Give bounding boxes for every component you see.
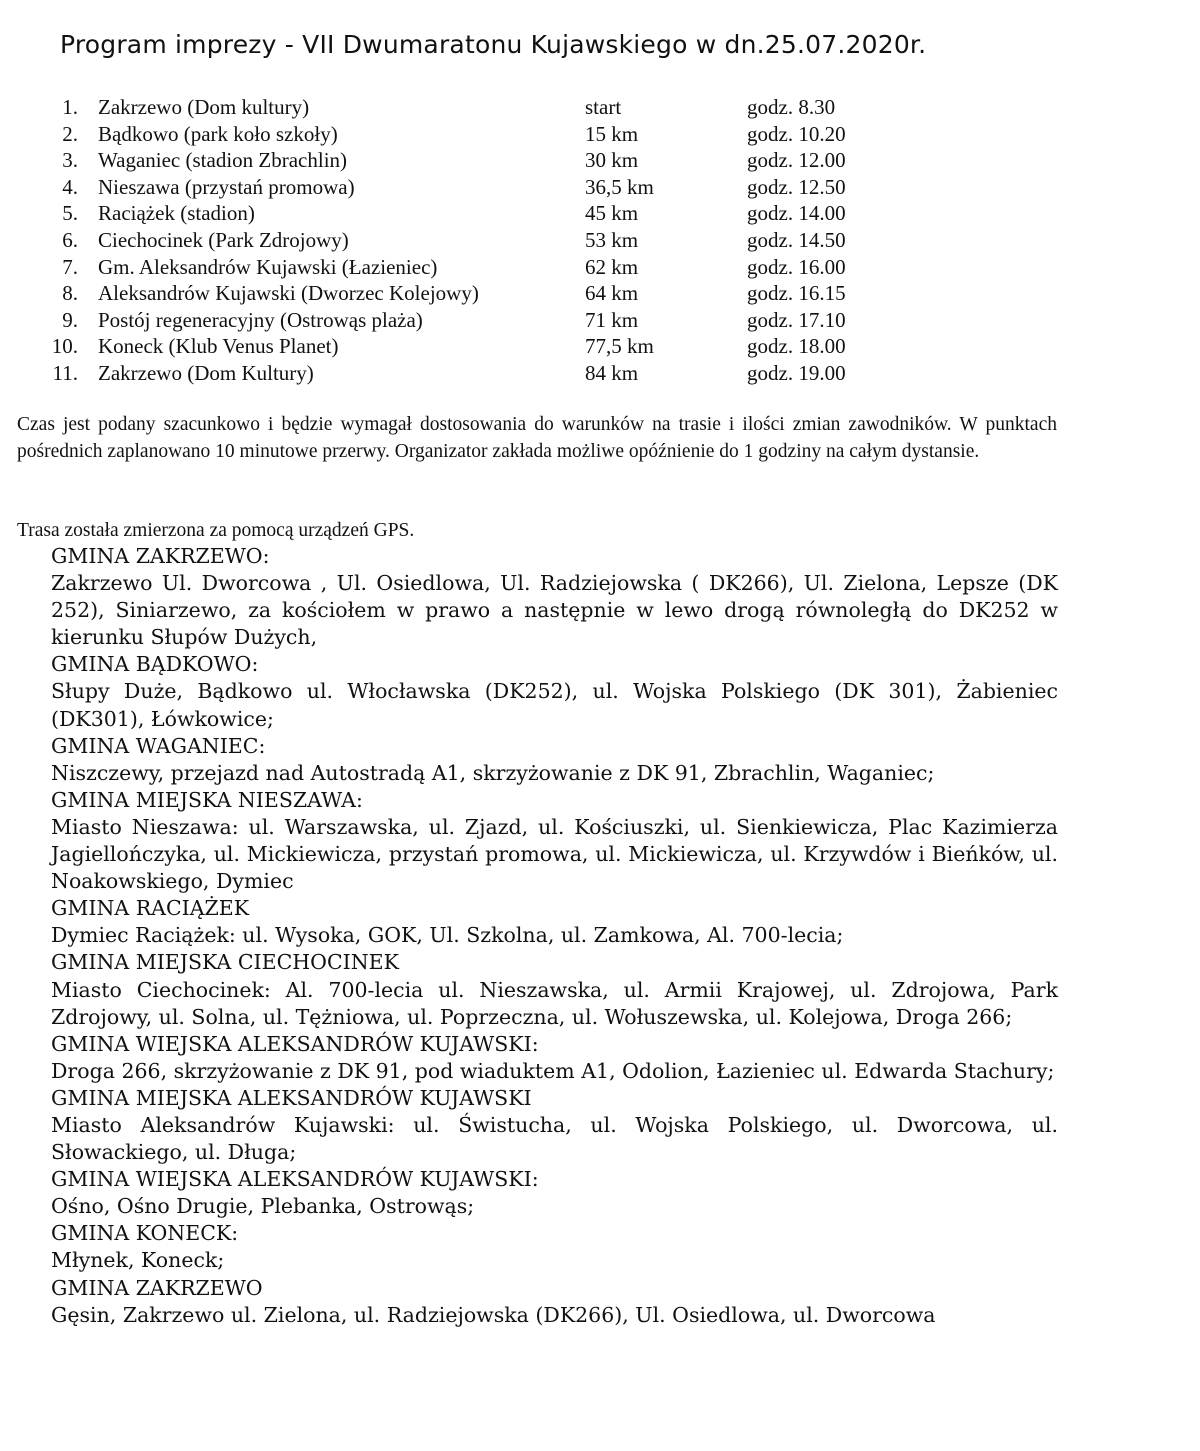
gmina-heading: GMINA RACIĄŻEK [51,896,250,921]
schedule-number: 8. [62,281,78,306]
schedule-row [0,121,1200,148]
page-title: Program imprezy - VII Dwumaratonu Kujawskiego w dn.25.07.2020r. [60,30,927,59]
schedule-time: godz. 16.15 [747,281,846,306]
gmina-heading: GMINA MIEJSKA CIECHOCINEK [51,950,399,975]
schedule-number: 11. [52,360,78,385]
schedule-number: 9. [62,307,78,332]
gmina-heading: GMINA ZAKRZEWO [51,1275,263,1300]
schedule-distance: 77,5 km [585,334,654,359]
gmina-route: Ośno, Ośno Drugie, Plebanka, Ostrowąs; [51,1194,475,1219]
schedule-place: Ciechocinek (Park Zdrojowy) [98,227,349,252]
schedule-place: Gm. Aleksandrów Kujawski (Łazieniec) [98,254,438,279]
gmina-route: Zakrzewo Ul. Dworcowa , Ul. Osiedlowa, Ul. Radziejowska ( DK266), Ul. Zielona, Lepsze (DK 252), Siniarzewo, za kościołem w prawo a następnie w lewo drogą równoległą do DK252 w kierunku Słupów Dużych, [51,571,1058,650]
gmina-heading: GMINA WAGANIEC: [51,733,266,758]
schedule-place: Raciążek (stadion) [98,201,255,226]
schedule-place: Postój regeneracyjny (Ostrowąs plaża) [98,307,423,332]
schedule-distance: 64 km [585,281,639,306]
schedule-distance: 84 km [585,360,639,385]
gmina-route: Młynek, Koneck; [51,1248,225,1273]
schedule-number: 4. [62,174,78,199]
schedule-number: 5. [62,201,78,226]
schedule-distance: 45 km [585,201,639,226]
schedule-number: 1. [62,95,78,119]
schedule-distance: 15 km [585,121,639,146]
schedule-row [0,200,1200,227]
schedule-row [0,147,1200,174]
schedule-distance: 62 km [585,254,639,279]
gmina-heading: GMINA BĄDKOWO: [51,652,259,677]
schedule-row [0,360,1200,387]
gmina-route: Miasto Nieszawa: ul. Warszawska, ul. Zjazd, ul. Kościuszki, ul. Sienkiewicza, Plac Kazimierza Jagiellończyka, ul. Mickiewicza, przystań promowa, ul. Mickiewicza, ul. Krzywdów i Bieńków, ul. Noakowskiego, Dymiec [51,814,1058,894]
schedule-time: godz. 19.00 [747,360,846,385]
schedule-row [0,333,1200,360]
schedule-place: Zakrzewo (Dom Kultury) [98,360,314,385]
schedule-number: 3. [62,148,78,173]
schedule-place: Aleksandrów Kujawski (Dworzec Kolejowy) [98,281,479,306]
schedule-place: Bądkowo (park koło szkoły) [98,121,338,146]
schedule-time: godz. 18.00 [747,334,846,359]
schedule-number: 6. [62,227,78,252]
schedule-time: godz. 16.00 [747,254,846,279]
schedule-number: 10. [51,334,78,359]
schedule-row [0,174,1200,201]
gmina-route: Miasto Ciechocinek: Al. 700-lecia ul. Nieszawska, ul. Armii Krajowej, ul. Zdrojowa, Park Zdrojowy, ul. Solna, ul. Tężniowa, ul. Poprzeczna, ul. Wołuszewska, ul. Kolejowa, Droga 266; [51,977,1058,1029]
schedule-time: godz. 12.00 [747,148,846,173]
schedule-time: godz. 14.50 [747,227,846,252]
route-description [51,543,1058,1329]
gmina-route: Gęsin, Zakrzewo ul. Zielona, ul. Radziejowska (DK266), Ul. Osiedlowa, ul. Dworcowa [51,1302,936,1327]
schedule-time: godz. 10.20 [747,121,846,146]
schedule-place: Nieszawa (przystań promowa) [98,174,355,199]
gmina-heading: GMINA KONECK: [51,1221,239,1246]
gmina-heading: GMINA MIEJSKA ALEKSANDRÓW KUJAWSKI [51,1085,532,1110]
schedule-distance: start [585,95,622,119]
schedule-list [0,94,1200,387]
gmina-route: Miasto Aleksandrów Kujawski: ul. Świstucha, ul. Wojska Polskiego, ul. Dworcowa, ul. Słowackiego, ul. Długa; [51,1112,1058,1165]
gmina-heading: GMINA ZAKRZEWO: [51,544,270,568]
gmina-route: Niszczewy, przejazd nad Autostradą A1, skrzyżowanie z DK 91, Zbrachlin, Waganiec; [51,760,935,785]
schedule-row [0,227,1200,254]
schedule-distance: 71 km [585,307,639,332]
gmina-heading: GMINA WIEJSKA ALEKSANDRÓW KUJAWSKI: [51,1031,539,1056]
route-intro: Trasa została zmierzona za pomocą urządzeń GPS. [17,520,415,541]
gmina-route: Dymiec Raciążek: ul. Wysoka, GOK, Ul. Szkolna, ul. Zamkowa, Al. 700-lecia; [51,923,844,948]
schedule-number: 7. [62,254,78,279]
timing-note: Czas jest podany szacunkowo i będzie wymagał dostosowania do warunków na trasie i ilości zmian zawodników. W punktach pośrednich zaplanowano 10 minutowe przerwy. Organizator zakłada możliwe opóźnienie do 1 godziny na całym dystansie. [17,414,1057,462]
schedule-row [0,280,1200,307]
gmina-route: Słupy Duże, Bądkowo ul. Włocławska (DK252), ul. Wojska Polskiego (DK 301), Żabieniec (DK301), Łówkowice; [51,679,1058,731]
schedule-distance: 36,5 km [585,174,654,199]
schedule-distance: 30 km [585,148,639,173]
schedule-place: Koneck (Klub Venus Planet) [98,334,339,359]
schedule-row [0,254,1200,281]
schedule-time: godz. 12.50 [747,174,846,199]
schedule-row [0,94,1200,121]
schedule-time: godz. 17.10 [747,307,846,332]
schedule-number: 2. [62,121,78,146]
schedule-time: godz. 14.00 [747,201,846,226]
gmina-heading: GMINA WIEJSKA ALEKSANDRÓW KUJAWSKI: [51,1167,539,1192]
schedule-row [0,307,1200,334]
schedule-time: godz. 8.30 [747,95,836,119]
schedule-place: Zakrzewo (Dom kultury) [98,95,310,119]
gmina-heading: GMINA MIEJSKA NIESZAWA: [51,787,363,812]
schedule-distance: 53 km [585,227,639,252]
gmina-route: Droga 266, skrzyżowanie z DK 91, pod wiaduktem A1, Odolion, Łazieniec ul. Edwarda Stachury; [51,1058,1055,1083]
schedule-place: Waganiec (stadion Zbrachlin) [98,148,348,173]
